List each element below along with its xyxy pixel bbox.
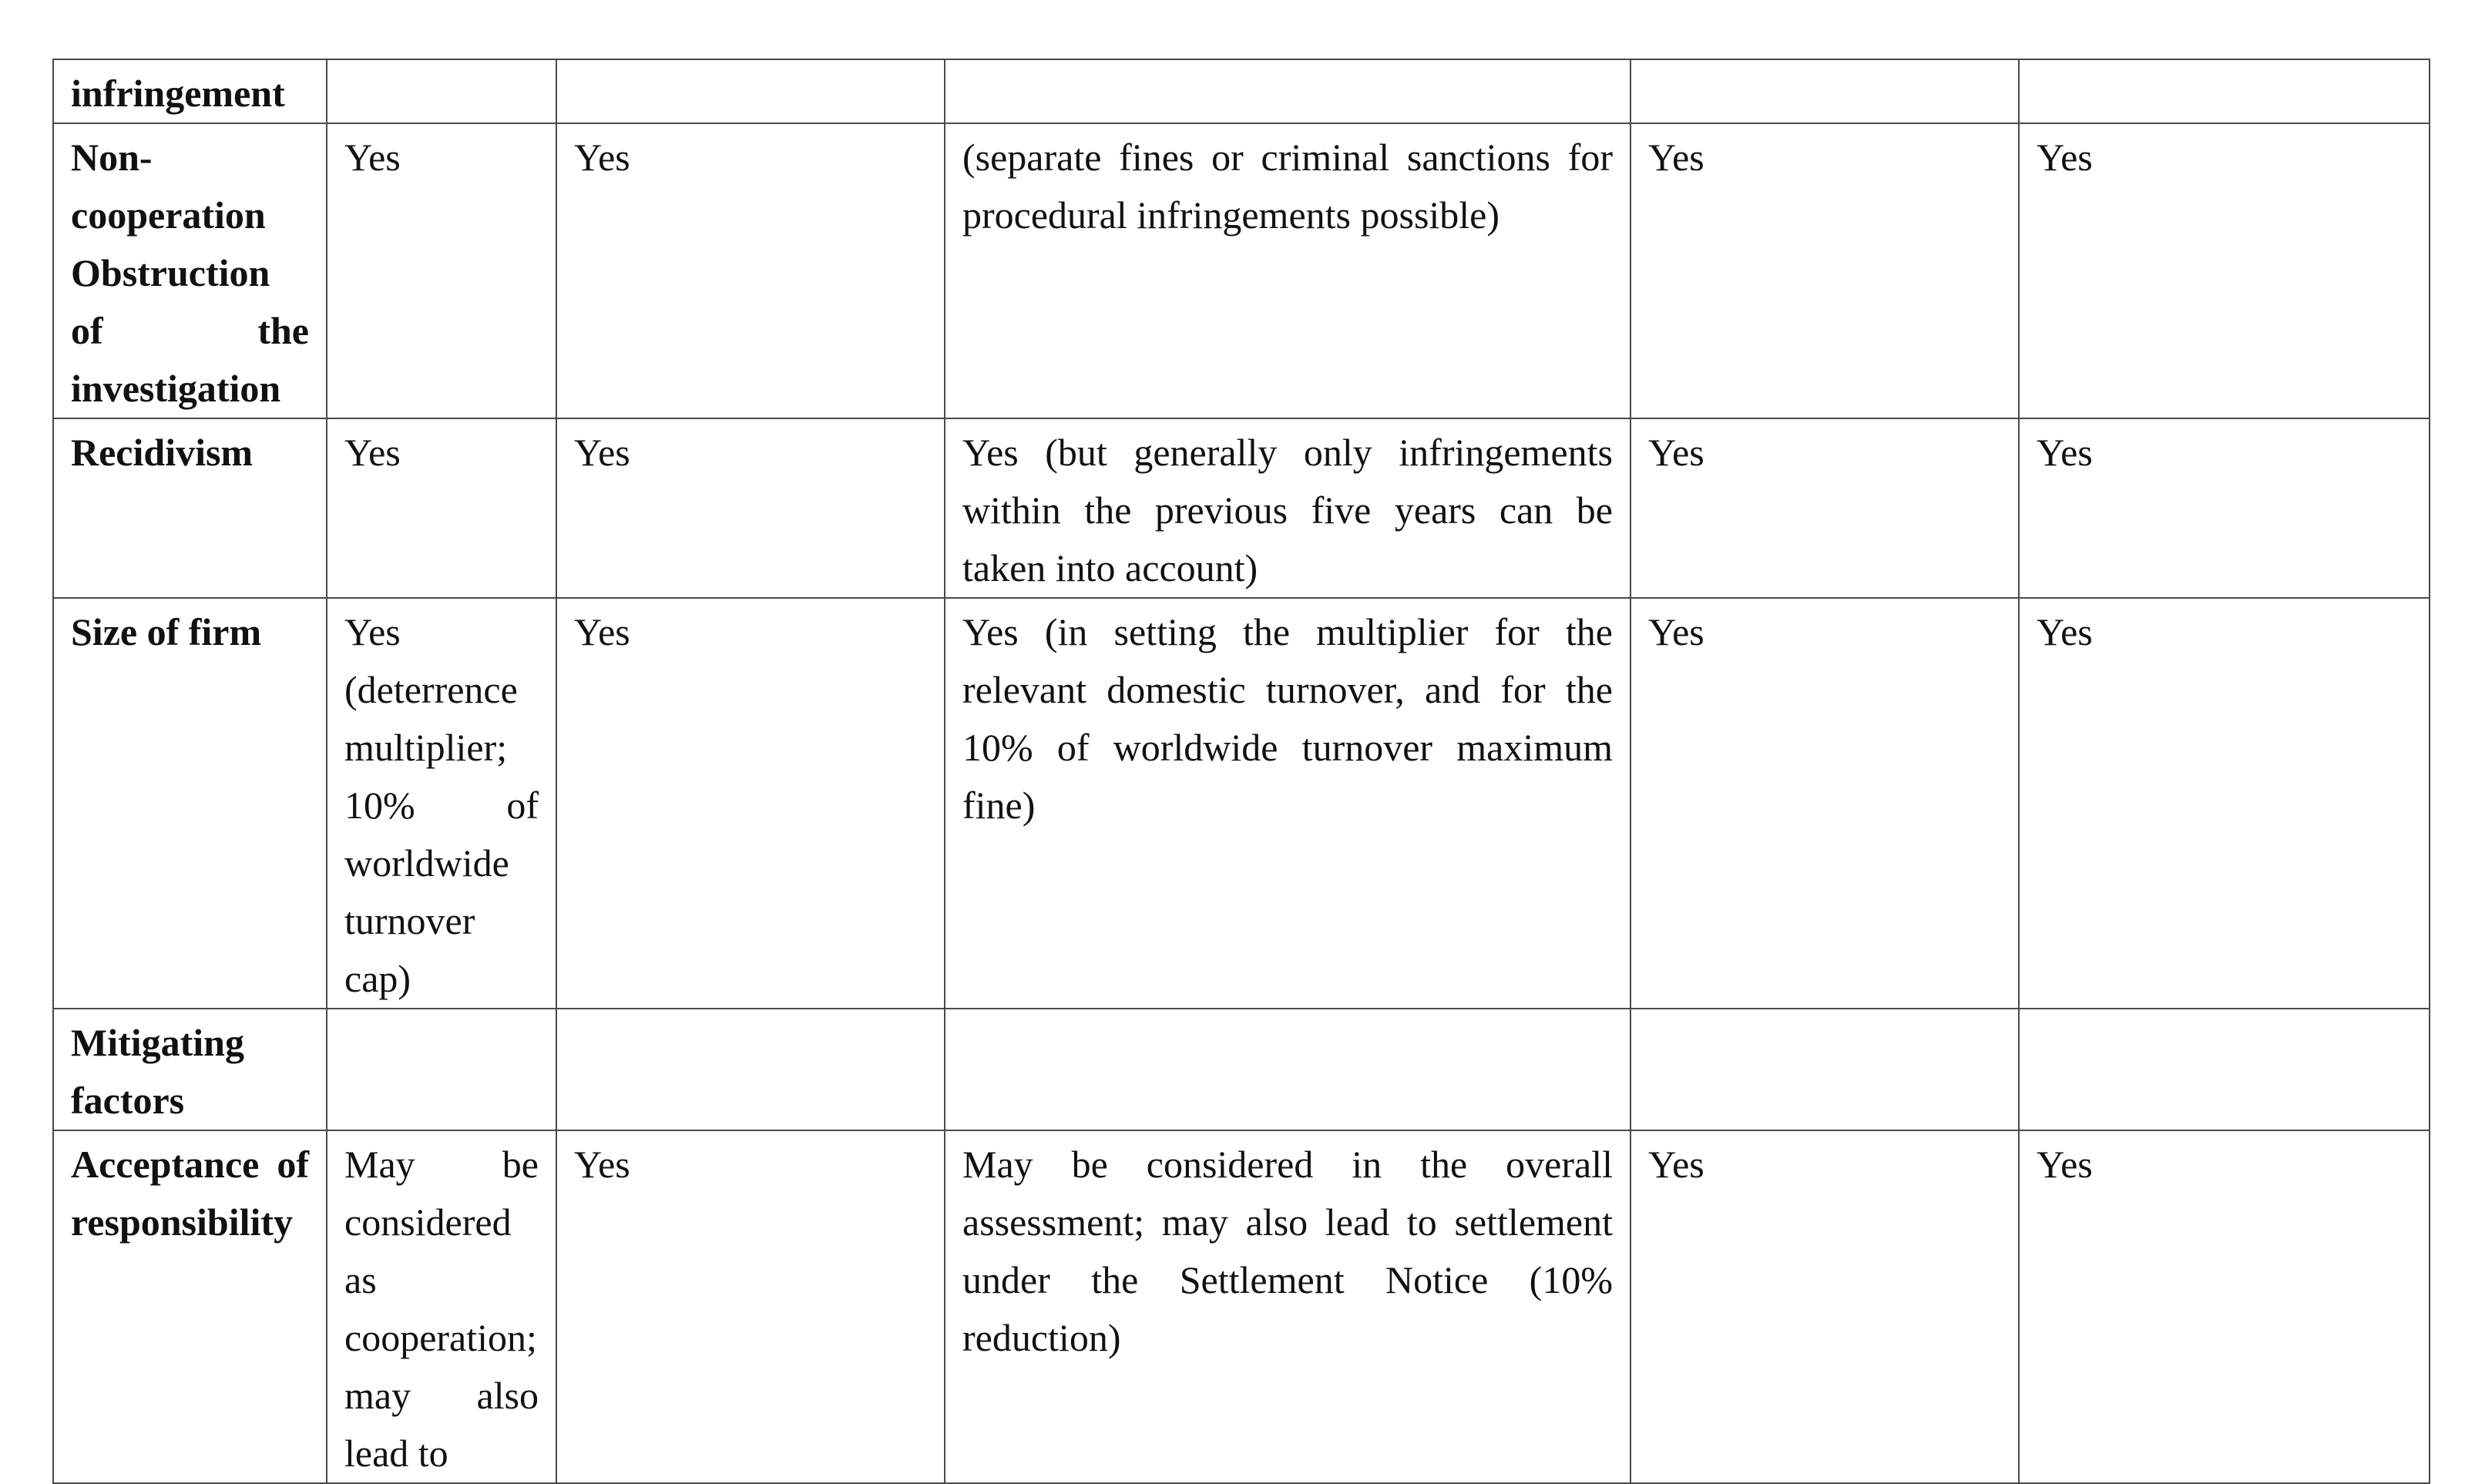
table-cell: Yes (in setting the multiplier for the relevant domestic turnover, and for the 10% of worldwide turnover maximum fine) <box>945 598 1630 1009</box>
table-cell: Yes <box>1630 123 2019 418</box>
table-cell: Yes <box>327 418 556 598</box>
table-cell <box>945 1009 1630 1130</box>
table-cell <box>556 1009 945 1130</box>
row-label-recidivism: Recidivism <box>53 418 327 598</box>
row-label-acceptance-of-responsibility: Acceptance of responsibility <box>53 1130 327 1483</box>
table-cell <box>1630 1009 2019 1130</box>
table-row <box>53 123 2430 418</box>
table-cell: Yes (but generally only infringements within the previous five years can be taken into account) <box>945 418 1630 598</box>
comparison-table <box>52 59 2430 1484</box>
row-label-non-cooperation: Non-cooperation Obstruction of the investigation <box>53 123 327 418</box>
table-cell: Yes <box>556 598 945 1009</box>
table-cell <box>945 59 1630 123</box>
row-label-size-of-firm: Size of firm <box>53 598 327 1009</box>
table-cell: Yes <box>556 123 945 418</box>
table-cell <box>556 59 945 123</box>
table-cell <box>327 1009 556 1130</box>
table-cell: Yes <box>1630 1130 2019 1483</box>
table-cell <box>2019 59 2430 123</box>
table-cell <box>1630 59 2019 123</box>
table-cell: Yes <box>556 418 945 598</box>
row-label-mitigating-factors: Mitigating factors <box>53 1009 327 1130</box>
table-cell <box>327 59 556 123</box>
row-label-infringement: infringement <box>53 59 327 123</box>
table-row <box>53 1009 2430 1130</box>
table-cell: Yes <box>1630 418 2019 598</box>
table-cell: (separate fines or criminal sanctions for procedural infringements possible) <box>945 123 1630 418</box>
table-cell: May be considered as cooperation; may also lead to <box>327 1130 556 1483</box>
table-cell: Yes <box>327 123 556 418</box>
table-cell: Yes <box>1630 598 2019 1009</box>
table-row <box>53 59 2430 123</box>
table-cell: Yes <box>2019 1130 2430 1483</box>
table-cell: Yes <box>2019 123 2430 418</box>
table-cell: Yes <box>2019 598 2430 1009</box>
table-cell <box>2019 1009 2430 1130</box>
table-cell: Yes (deterrence multiplier; 10% of worldwide turnover cap) <box>327 598 556 1009</box>
table-row <box>53 598 2430 1009</box>
table-cell: May be considered in the overall assessment; may also lead to settlement under the Settlement Notice (10% reduction) <box>945 1130 1630 1483</box>
table-row <box>53 1130 2430 1483</box>
table-row <box>53 418 2430 598</box>
table-cell: Yes <box>556 1130 945 1483</box>
table-cell: Yes <box>2019 418 2430 598</box>
